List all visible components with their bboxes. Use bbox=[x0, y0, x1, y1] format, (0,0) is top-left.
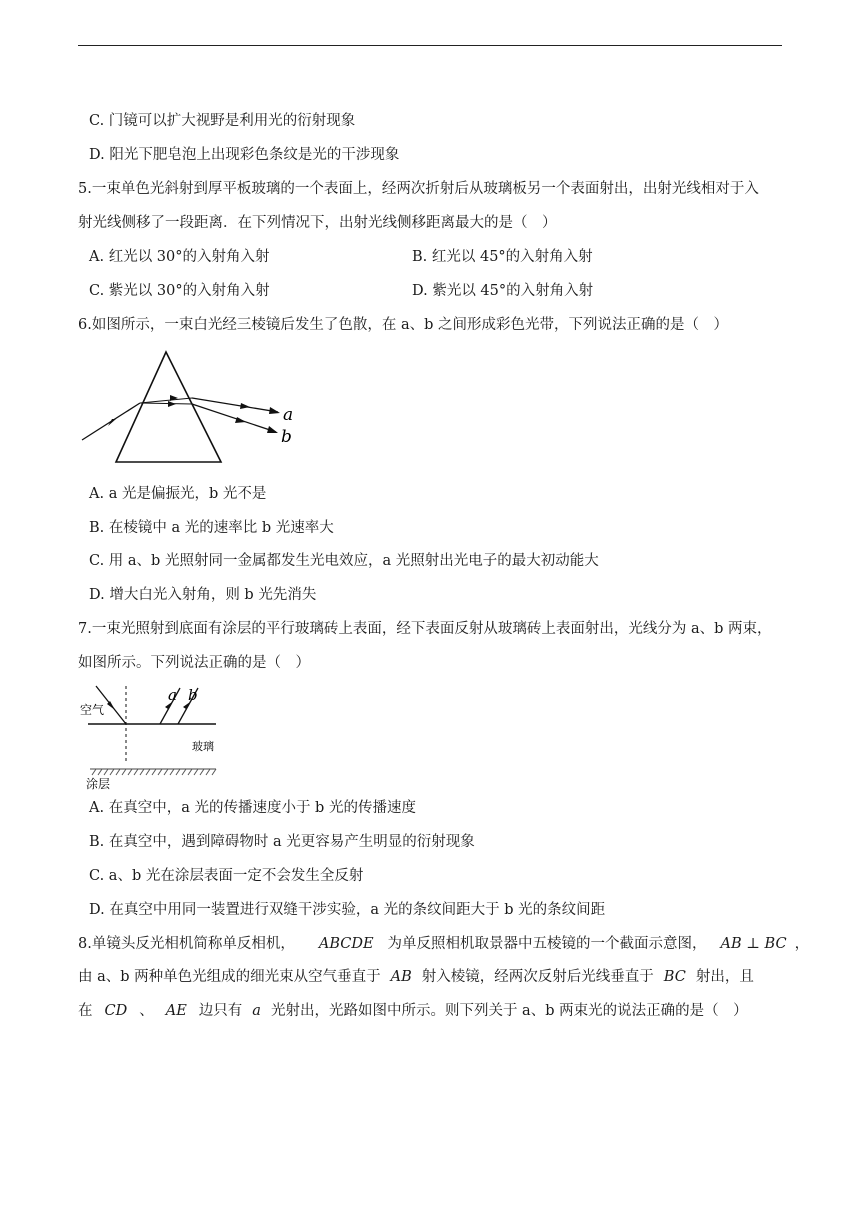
q4-option-c: C. 门镜可以扩大视野是利用光的衍射现象 bbox=[89, 113, 356, 129]
header-rule bbox=[78, 45, 782, 46]
q5-stem-line1: 5.一束单色光斜射到厚平板玻璃的一个表面上，经两次折射后从玻璃板另一个表面射出，出射光线相对于入 bbox=[78, 181, 759, 197]
figure-label-a: a bbox=[283, 405, 294, 425]
q5-option-a: A. 红光以 30°的入射角入射 bbox=[89, 249, 270, 265]
q6-stem: 6.如图所示，一束白光经三棱镜后发生了色散，在 a、b 之间形成彩色光带，下列说法正确的是（ ） bbox=[78, 317, 728, 333]
math-bc: BC bbox=[663, 969, 686, 985]
q7-option-a: A. 在真空中，a 光的传播速度小于 b 光的传播速度 bbox=[89, 800, 416, 816]
math-abcde: ABCDE bbox=[318, 936, 374, 952]
math-ab-perp-bc: AB ⊥ BC bbox=[720, 936, 787, 952]
math-a: a bbox=[252, 1003, 261, 1019]
ray-a-mid-arrowhead bbox=[240, 403, 250, 409]
refracted-ray-lower bbox=[140, 403, 192, 404]
q5-stem-line2: 射光线侧移了一段距离．在下列情况下，出射光线侧移距离最大的是（ ） bbox=[78, 215, 557, 231]
math-ae: AE bbox=[165, 1003, 187, 1019]
q6-option-c: C. 用 a、b 光照射同一金属都发生光电效应，a 光照射出光电子的最大初动能大 bbox=[89, 553, 599, 569]
label-coating: 涂层 bbox=[86, 777, 111, 791]
figure-label-b: b bbox=[188, 686, 198, 704]
label-air: 空气 bbox=[80, 703, 105, 717]
q7-option-b: B. 在真空中，遇到障碍物时 a 光更容易产生明显的衍射现象 bbox=[89, 834, 475, 850]
q7-glass-figure bbox=[82, 680, 222, 790]
q6-option-a: A. a 光是偏振光，b 光不是 bbox=[89, 486, 267, 502]
q8-stem-line2: 由 a、b 两种单色光组成的细光束从空气垂直于 AB 射入棱镜，经两次反射后光线垂直于 BC 射出，且 bbox=[78, 969, 754, 985]
q5-option-d: D. 紫光以 45°的入射角入射 bbox=[412, 283, 594, 299]
math-cd: CD bbox=[104, 1003, 128, 1019]
figure-label-a: a bbox=[168, 686, 177, 704]
q7-option-c: C. a、b 光在涂层表面一定不会发生全反射 bbox=[89, 868, 364, 884]
q7-stem-line1: 7.一束光照射到底面有涂层的平行玻璃砖上表面，经下表面反射从玻璃砖上表面射出，光线分为 a、b 两束， bbox=[78, 621, 772, 637]
q8-stem-line3: 在 CD 、 AE 边只有 a 光射出，光路如图中所示。则下列关于 a、b 两束光的说法正确的是（ ） bbox=[78, 1003, 748, 1019]
figure-label-b: b bbox=[281, 427, 292, 447]
q4-option-d: D. 阳光下肥皂泡上出现彩色条纹是光的干涉现象 bbox=[89, 147, 400, 163]
q5-option-b: B. 红光以 45°的入射角入射 bbox=[412, 249, 593, 265]
q8-stem-line1: 8.单镜头反光相机简称单反相机， ABCDE 为单反照相机取景器中五棱镜的一个截面示意图， AB ⊥ BC ， bbox=[78, 936, 810, 952]
q7-option-d: D. 在真空中用同一装置进行双缝干涉实验，a 光的条纹间距大于 b 光的条纹间距 bbox=[89, 902, 606, 918]
q6-option-b: B. 在棱镜中 a 光的速率比 b 光速率大 bbox=[89, 520, 334, 536]
inner-arrowhead-2 bbox=[168, 401, 176, 407]
prism-triangle bbox=[116, 352, 221, 462]
ray-a bbox=[192, 398, 278, 412]
ray-b-arrowhead bbox=[267, 426, 278, 433]
q7-stem-line2: 如图所示。下列说法正确的是（ ） bbox=[78, 655, 310, 671]
math-ab: AB bbox=[390, 969, 412, 985]
q6-prism-figure bbox=[80, 348, 305, 468]
ray-b-mid-arrowhead bbox=[235, 417, 246, 423]
ray-a-arrowhead bbox=[269, 407, 280, 414]
q6-option-d: D. 增大白光入射角，则 b 光先消失 bbox=[89, 587, 317, 603]
refracted-ray-upper bbox=[140, 398, 192, 403]
label-glass: 玻璃 bbox=[192, 740, 214, 753]
q5-option-c: C. 紫光以 30°的入射角入射 bbox=[89, 283, 270, 299]
